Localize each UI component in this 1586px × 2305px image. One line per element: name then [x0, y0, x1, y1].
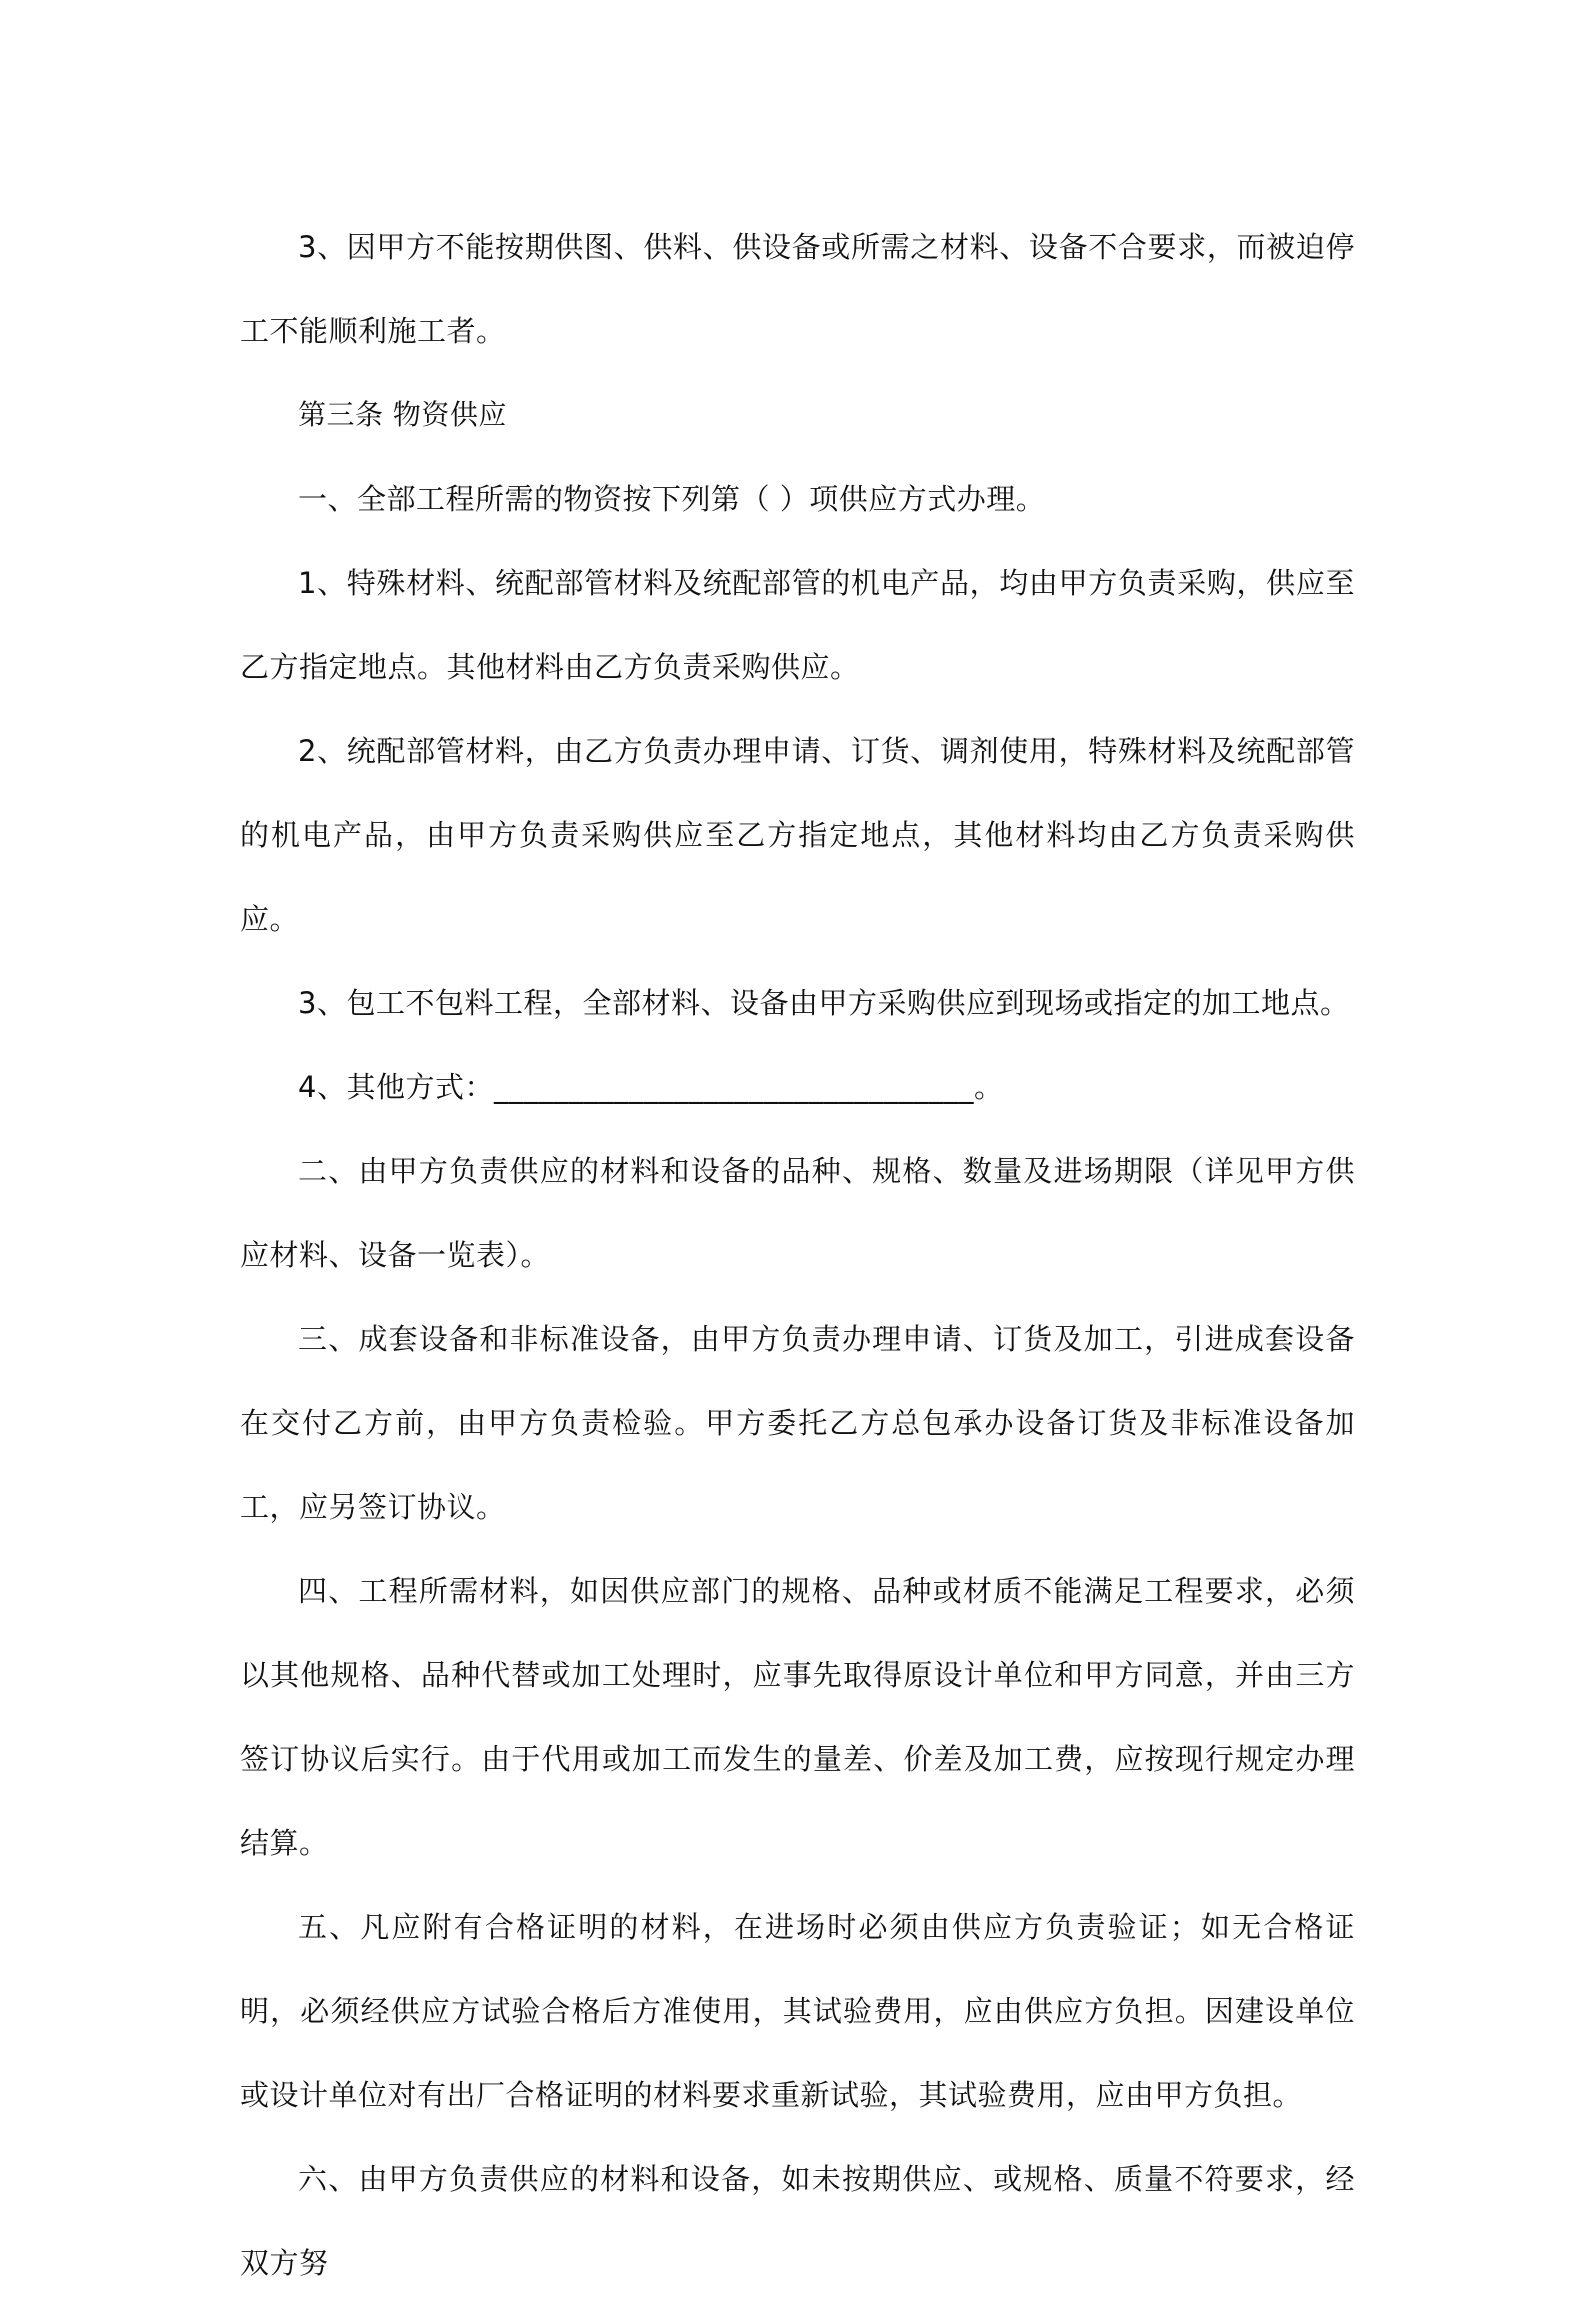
paragraph-certificates: 五、凡应附有合格证明的材料，在进场时必须由供应方负责验证；如无合格证明，必须经供应方试验合格后方准使用，其试验费用，应由供应方负担。因建设单位或设计单位对有出厂合格证明的材料要求重新试验，其试验费用，应由甲方负担。 — [240, 1910, 1355, 2112]
article-3-heading: 第三条 物资供应 — [298, 398, 507, 431]
paragraph-clause-3-work-stoppage: 3、因甲方不能按期供图、供料、供设备或所需之材料、设备不合要求，而被迫停工不能顺利施工者。 — [240, 230, 1355, 348]
paragraph-supply-option-2: 2、统配部管材料，由乙方负责办理申请、订货、调剂使用，特殊材料及统配部管的机电产品，由甲方负责采购供应至乙方指定地点，其他材料均由乙方负责采购供应。 — [240, 734, 1355, 936]
paragraph-supply-option-1: 1、特殊材料、统配部管材料及统配部管的机电产品，均由甲方负责采购，供应至乙方指定地点。其他材料由乙方负责采购供应。 — [240, 566, 1355, 684]
document-body — [240, 205, 1355, 2305]
paragraph-supply-option-4: 4、其他方式：________________________________。 — [298, 1070, 1004, 1104]
paragraph-supply-method-choice: 一、全部工程所需的物资按下列第（ ）项供应方式办理。 — [298, 482, 1046, 516]
paragraph-complete-equipment: 三、成套设备和非标准设备，由甲方负责办理申请、订货及加工，引进成套设备在交付乙方前，由甲方负责检验。甲方委托乙方总包承办设备订货及非标准设备加工，应另签订协议。 — [240, 1322, 1355, 1524]
paragraph-late-supply: 六、由甲方负责供应的材料和设备，如未按期供应、或规格、质量不符要求，经双方努 — [240, 2162, 1355, 2280]
paragraph-party-a-materials: 二、由甲方负责供应的材料和设备的品种、规格、数量及进场期限（详见甲方供应材料、设备一览表）。 — [240, 1154, 1355, 1272]
paragraph-supply-option-3: 3、包工不包料工程，全部材料、设备由甲方采购供应到现场或指定的加工地点。 — [298, 986, 1350, 1020]
paragraph-material-substitution: 四、工程所需材料，如因供应部门的规格、品种或材质不能满足工程要求，必须以其他规格、品种代替或加工处理时，应事先取得原设计单位和甲方同意，并由三方签订协议后实行。由于代用或加工而发生的量差、价差及加工费，应按现行规定办理结算。 — [240, 1574, 1355, 1860]
